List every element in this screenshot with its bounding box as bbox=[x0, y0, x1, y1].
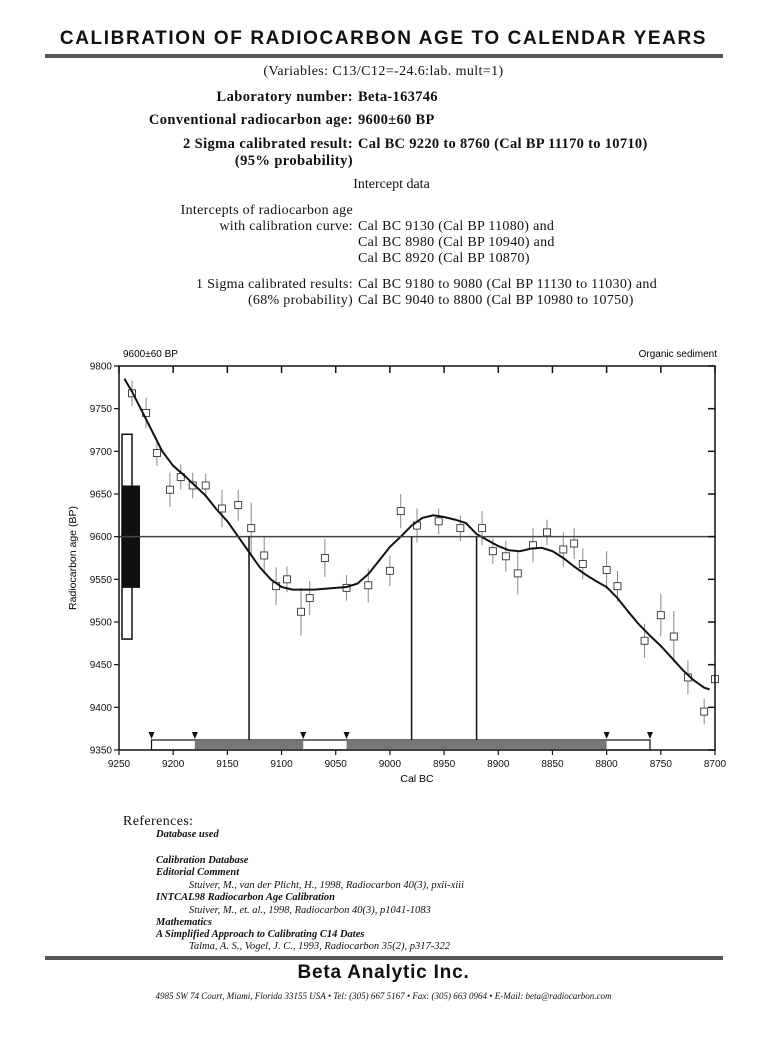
data-point bbox=[614, 583, 621, 590]
data-point bbox=[544, 529, 551, 536]
one-sigma-label: 1 Sigma calibrated results: bbox=[195, 277, 353, 292]
data-point bbox=[365, 582, 372, 589]
x-tick-label: 8750 bbox=[649, 759, 672, 770]
two-sigma-value: Cal BC 9220 to 8760 (Cal BP 11170 to 10710) bbox=[358, 136, 648, 152]
reference-calibration-database: Calibration Database bbox=[156, 855, 249, 866]
range-marker bbox=[192, 732, 198, 739]
data-point bbox=[579, 560, 586, 567]
page-title: CALIBRATION OF RADIOCARBON AGE TO CALENDAR YEARS bbox=[59, 28, 708, 49]
x-tick-label: 8900 bbox=[487, 759, 510, 770]
intercept-heading: Intercept data bbox=[353, 177, 430, 192]
data-point bbox=[502, 553, 509, 560]
data-point bbox=[248, 525, 255, 532]
data-point bbox=[603, 566, 610, 573]
footer-rule bbox=[45, 956, 723, 960]
intercept-label-line2: with calibration curve: bbox=[219, 219, 353, 234]
two-sigma-label: 2 Sigma calibrated result: bbox=[182, 136, 353, 152]
intercept-value: Cal BC 8920 (Cal BP 10870) bbox=[358, 251, 530, 266]
lab-number-value: Beta-163746 bbox=[358, 89, 438, 105]
data-point bbox=[235, 502, 242, 509]
data-point bbox=[306, 595, 313, 602]
x-tick-label: 8700 bbox=[703, 759, 727, 770]
data-point bbox=[701, 708, 708, 715]
data-point bbox=[571, 540, 578, 547]
data-point bbox=[641, 637, 648, 644]
data-point bbox=[457, 525, 464, 532]
data-point bbox=[218, 505, 225, 512]
data-point bbox=[479, 525, 486, 532]
one-sigma-range-bar bbox=[195, 741, 303, 749]
calibration-chart bbox=[0, 340, 767, 790]
data-point bbox=[298, 608, 305, 615]
x-tick-label: 9100 bbox=[270, 759, 293, 770]
intercept-label-line1: Intercepts of radiocarbon age bbox=[180, 203, 353, 218]
data-point bbox=[560, 546, 567, 553]
data-point bbox=[166, 486, 173, 493]
x-tick-label: 9050 bbox=[324, 759, 347, 770]
data-point bbox=[514, 570, 521, 577]
data-point bbox=[261, 552, 268, 559]
one-sigma-value: Cal BC 9040 to 8800 (Cal BP 10980 to 10750) bbox=[358, 293, 634, 308]
y-tick-label: 9400 bbox=[89, 702, 112, 714]
reference-mathematics: Mathematics bbox=[156, 917, 213, 928]
data-point bbox=[657, 612, 664, 619]
reference-citation: Stuiver, M., et. al., 1998, Radiocarbon 40(3), p1041-1083 bbox=[189, 905, 431, 916]
data-point bbox=[202, 482, 209, 489]
y-tick-label: 9750 bbox=[89, 404, 112, 416]
x-tick-label: 9200 bbox=[162, 759, 185, 770]
company-name: Beta Analytic Inc. bbox=[297, 962, 470, 983]
one-sigma-range-bar bbox=[347, 741, 607, 749]
x-tick-label: 9150 bbox=[216, 759, 239, 770]
y-tick-label: 9700 bbox=[89, 446, 112, 458]
reference-editorial: Editorial Comment bbox=[156, 867, 240, 878]
data-point bbox=[321, 555, 328, 562]
range-marker bbox=[149, 732, 155, 739]
company-address: 4985 SW 74 Court, Miami, Florida 33155 USA • Tel: (305) 667 5167 • Fax: (305) 663 0964 • E-Mail: beta@radiocarbon.com bbox=[155, 991, 612, 1001]
y-axis-label: Radiocarbon age (BP) bbox=[67, 506, 79, 610]
two-sigma-probability: (95% probability) bbox=[234, 153, 353, 169]
range-marker bbox=[604, 732, 610, 739]
data-point bbox=[283, 576, 290, 583]
y-tick-label: 9500 bbox=[89, 617, 112, 629]
data-point bbox=[386, 567, 393, 574]
x-tick-label: 8950 bbox=[432, 759, 456, 770]
data-point bbox=[397, 508, 404, 515]
x-tick-label: 9000 bbox=[378, 759, 402, 770]
lab-number-label: Laboratory number: bbox=[216, 89, 353, 105]
chart-title-left: 9600±60 BP bbox=[123, 349, 178, 360]
intercept-value: Cal BC 8980 (Cal BP 10940) and bbox=[358, 235, 555, 250]
reference-citation: Talma, A. S., Vogel, J. C., 1993, Radiocarbon 35(2), p317-322 bbox=[189, 941, 451, 952]
x-axis-label: Cal BC bbox=[400, 773, 434, 785]
one-sigma-value: Cal BC 9180 to 9080 (Cal BP 11130 to 11030) and bbox=[358, 277, 658, 292]
y-tick-label: 9450 bbox=[89, 660, 112, 672]
range-marker bbox=[647, 732, 653, 739]
data-point bbox=[153, 450, 160, 457]
data-point bbox=[435, 518, 442, 525]
y-tick-label: 9600 bbox=[89, 532, 112, 544]
conventional-age-value: 9600±60 BP bbox=[358, 112, 435, 128]
y-tick-label: 9550 bbox=[89, 574, 112, 586]
reference-citation: Stuiver, M., van der Plicht, H., 1998, Radiocarbon 40(3), pxii-xiii bbox=[189, 880, 464, 891]
x-tick-label: 8850 bbox=[541, 759, 564, 770]
x-tick-label: 9250 bbox=[107, 759, 131, 770]
intercept-value: Cal BC 9130 (Cal BP 11080) and bbox=[358, 219, 555, 234]
plot-frame bbox=[119, 366, 715, 750]
variables-line: (Variables: C13/C12=-24.6:lab. mult=1) bbox=[263, 64, 504, 79]
reference-approach: A Simplified Approach to Calibrating C14 Dates bbox=[156, 929, 365, 940]
y-tick-label: 9800 bbox=[89, 361, 112, 373]
reference-intcal: INTCAL98 Radiocarbon Age Calibration bbox=[156, 892, 336, 903]
range-marker bbox=[344, 732, 350, 739]
one-sigma-probability: (68% probability) bbox=[247, 293, 353, 308]
header-rule bbox=[45, 54, 723, 58]
data-point bbox=[489, 548, 496, 555]
conventional-age-label: Conventional radiocarbon age: bbox=[148, 112, 353, 128]
range-marker bbox=[300, 732, 306, 739]
reference-database-used: Database used bbox=[156, 829, 219, 840]
x-tick-label: 8800 bbox=[595, 759, 618, 770]
data-point bbox=[670, 633, 677, 640]
references-heading: References: bbox=[123, 814, 194, 829]
chart-title-right: Organic sediment bbox=[638, 349, 717, 360]
y-tick-label: 9350 bbox=[89, 745, 112, 757]
y-tick-label: 9650 bbox=[89, 489, 112, 501]
